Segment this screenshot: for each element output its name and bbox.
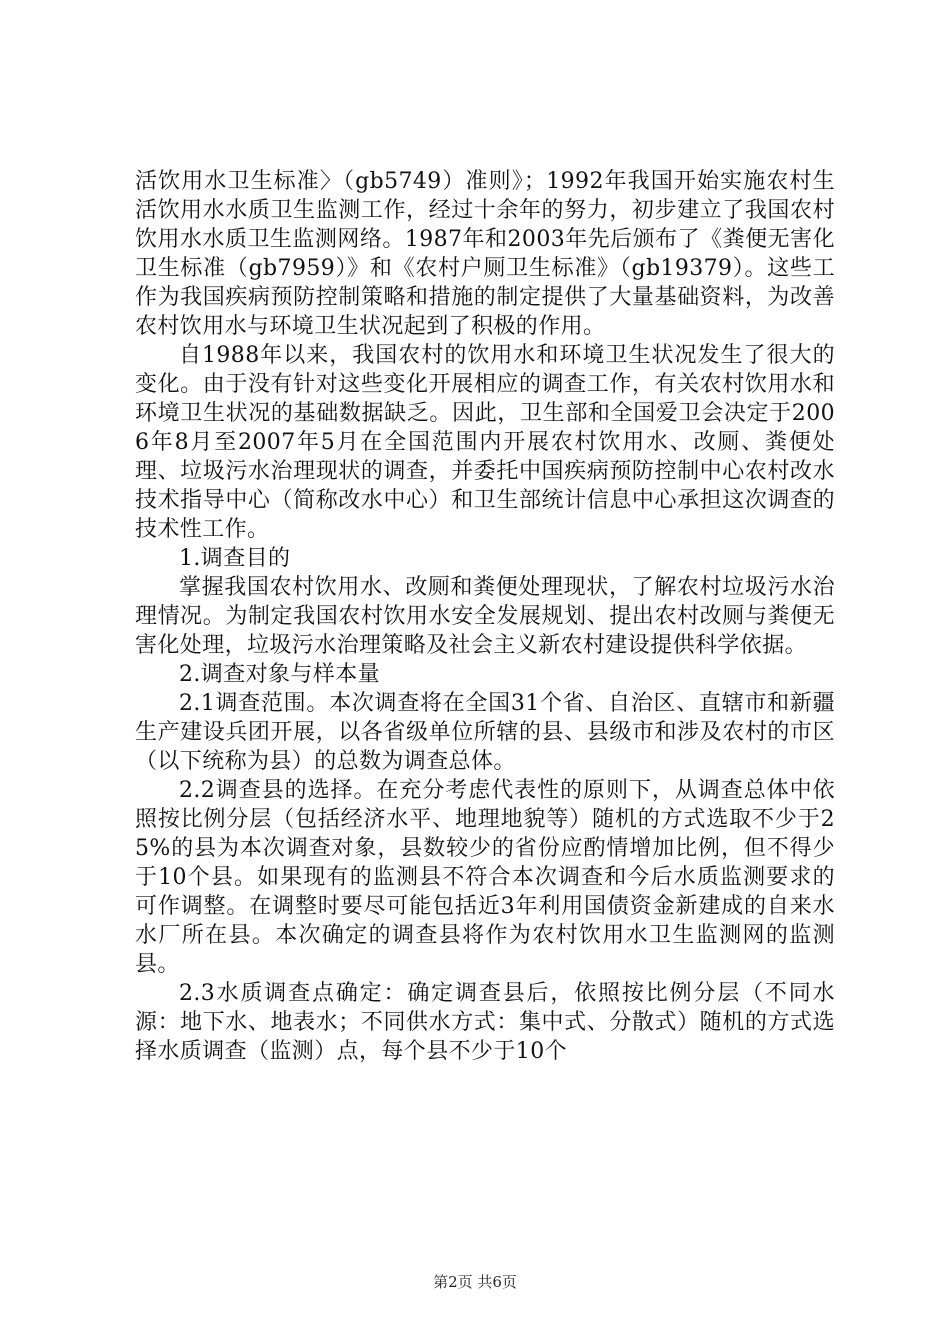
section-heading-subjects: 2.调查对象与样本量 [179, 662, 380, 687]
page-number-footer: 第2页 共6页 [433, 1273, 517, 1291]
paragraph-standards-history: 活饮用水卫生标准〉（gb5749）准则》；1992年我国开始实施农村生活饮用水水质卫生监测工作，经过十余年的努力，初步建立了我国农村饮用水水质卫生监测网络。1987年和2003年先后颁布了《粪便无害化卫生标准（gb7959）》和《农村户厕卫生标准》（gb19379）。这些工作为我国疾病预防控制策略和措施的制定提供了大量基础资料，为改善农村饮用水与环境卫生状况起到了积极的作用。 [135, 169, 835, 339]
paragraph-survey-purpose: 掌握我国农村饮用水、改厕和粪便处理现状，了解农村垃圾污水治理情况。为制定我国农村饮用水安全发展规划、提出农村改厕与粪便无害化处理，垃圾污水治理策略及社会主义新农村建设提供科学依据。 [135, 575, 835, 658]
paragraph-water-sites: 2.3水质调查点确定：确定调查县后，依照按比例分层（不同水源：地下水、地表水；不同供水方式：集中式、分散式）随机的方式选择水质调查（监测）点，每个县不少于10个 [135, 981, 835, 1064]
paragraph-county-selection: 2.2调查县的选择。在充分考虑代表性的原则下，从调查总体中依照按比例分层（包括经济水平、地理地貌等）随机的方式选取不少于25%的县为本次调查对象，县数较少的省份应酌情增加比例，但不得少于10个县。如果现有的监测县不符合本次调查和今后水质监测要求的可作调整。在调整时要尽可能包括近3年利用国债资金新建成的自来水水厂所在县。本次确定的调查县将作为农村饮用水卫生监测网的监测县。 [135, 778, 835, 977]
section-heading-purpose: 1.调查目的 [179, 546, 291, 571]
document-body [135, 167, 835, 1066]
paragraph-survey-scope: 2.1调查范围。本次调查将在全国31个省、自治区、直辖市和新疆生产建设兵团开展，以各省级单位所辖的县、县级市和涉及农村的市区（以下统称为县）的总数为调查总体。 [135, 691, 835, 774]
paragraph-survey-background: 自1988年以来，我国农村的饮用水和环境卫生状况发生了很大的变化。由于没有针对这些变化开展相应的调查工作，有关农村饮用水和环境卫生状况的基础数据缺乏。因此，卫生部和全国爱卫会决定于2006年8月至2007年5月在全国范围内开展农村饮用水、改厕、粪便处理、垃圾污水治理现状的调查，并委托中国疾病预防控制中心农村改水技术指导中心（简称改水中心）和卫生部统计信息中心承担这次调查的技术性工作。 [135, 343, 835, 542]
